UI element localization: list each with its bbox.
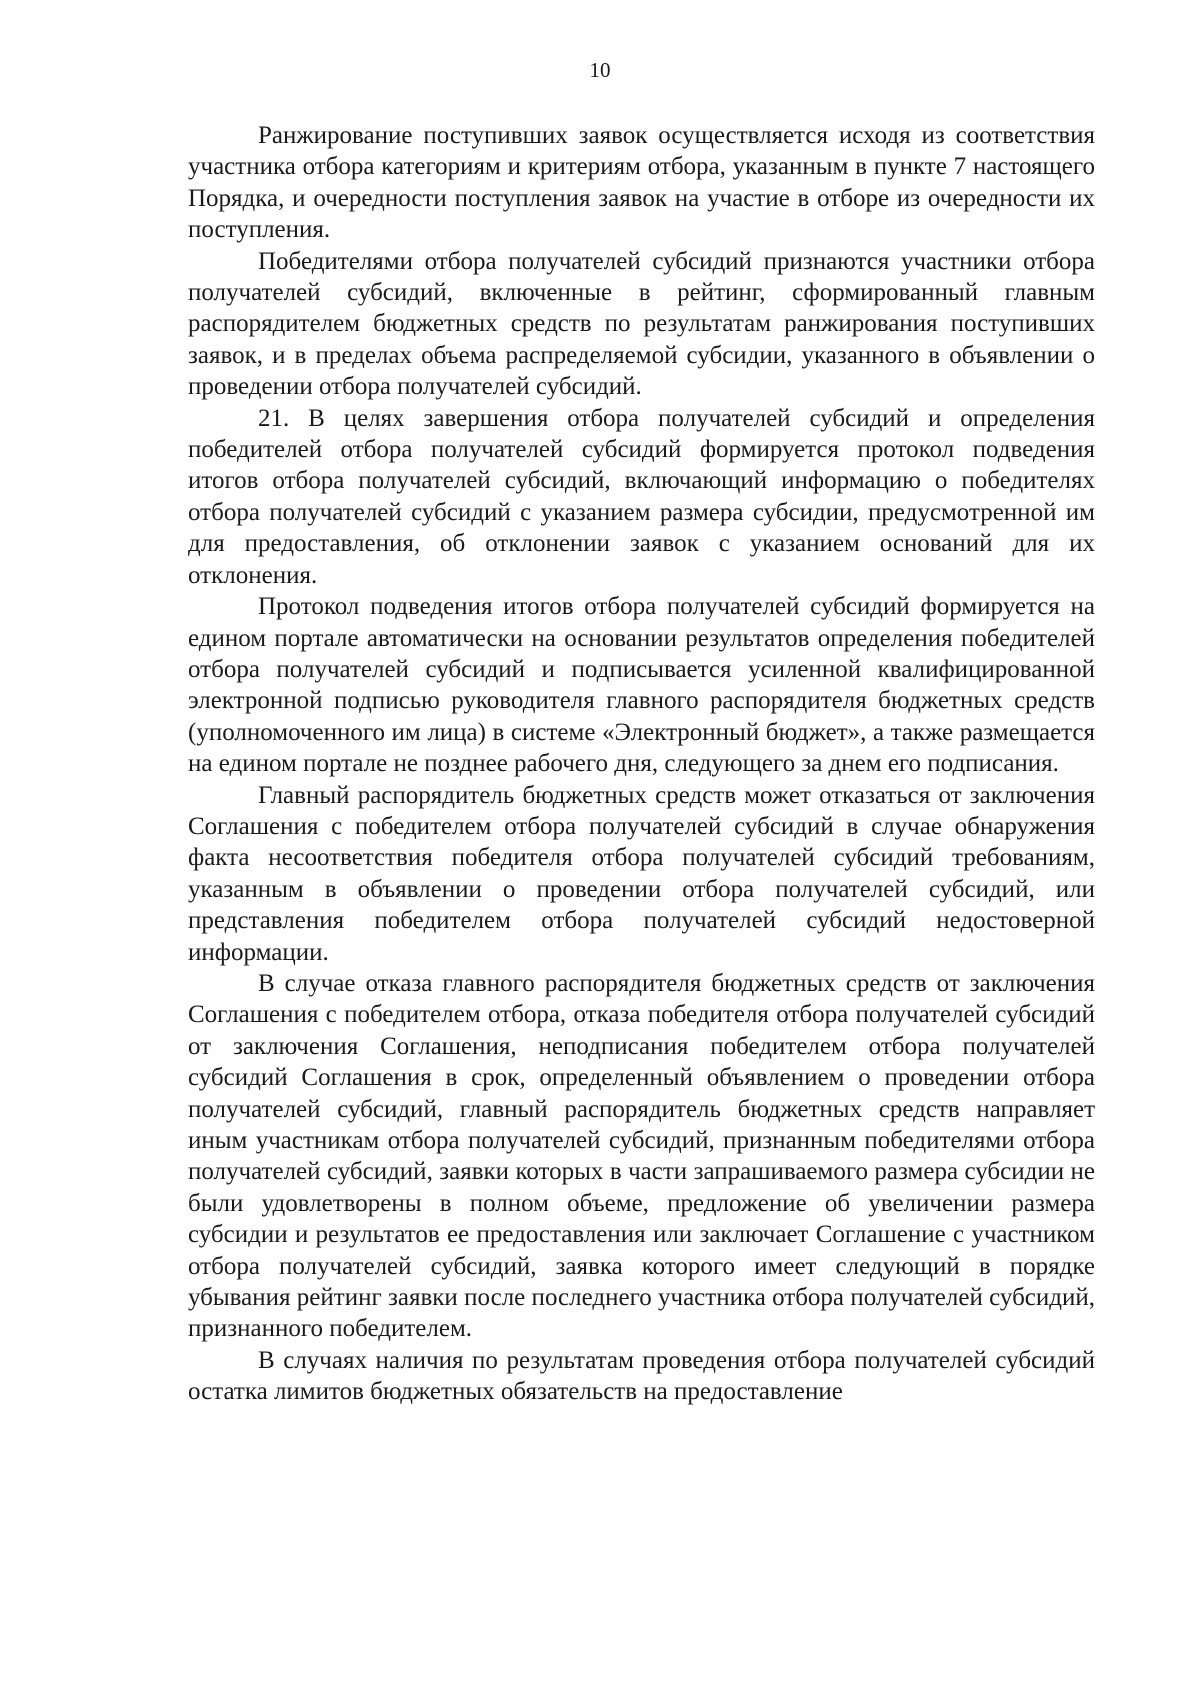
paragraph-clause-21: 21. В целях завершения отбора получателей субсидий и определения победителей отбора получателей субсидий формируется протокол подведения итогов отбора получателей субсидий, включающий информацию о победителях отбора получателей субсидий с указанием размера субсидии, предусмотренной им для предоставления, об отклонении заявок с указанием оснований для их отклонения. xyxy=(188,404,1095,589)
paragraph-winners: Победителями отбора получателей субсидий признаются участники отбора получателей субсидий, включенные в рейтинг, сформированный главным распорядителем бюджетных средств по результатам ранжирования поступивших заявок, и в пределах объема распределяемой субсидии, указанного в объявлении о проведении отбора получателей субсидий. xyxy=(188,247,1095,401)
paragraph-protocol: Протокол подведения итогов отбора получателей субсидий формируется на едином портале автоматически на основании результатов определения победителей отбора получателей субсидий и подписывается усиленной квалифицированной электронной подписью руководителя главного распорядителя бюджетных средств (уполномоченного им лица) в системе «Электронный бюджет», а также размещается на едином портале не позднее рабочего дня, следующего за днем его подписания. xyxy=(188,593,1095,778)
paragraph-remaining-limits: В случаях наличия по результатам проведения отбора получателей субсидий остатка лимитов бюджетных обязательств на предоставление xyxy=(188,1346,1095,1406)
paragraph-ranking: Ранжирование поступивших заявок осуществляется исходя из соответствия участника отбора категориям и критериям отбора, указанным в пункте 7 настоящего Порядка, и очередности поступления заявок на участие в отборе из очередности их поступления. xyxy=(188,122,1095,244)
paragraph-refusal-case: В случае отказа главного распорядителя бюджетных средств от заключения Соглашения с победителем отбора, отказа победителя отбора получателей субсидий от заключения Соглашения, неподписания победителем отбора получателей субсидий Соглашения в срок, определенный объявлением о проведении отбора получателей субсидий, главный распорядитель бюджетных средств направляет иным участникам отбора получателей субсидий, признанным победителями отбора получателей субсидий, заявки которых в части запрашиваемого размера субсидии не были удовлетворены в полном объеме, предложение об увеличении размера субсидии и результатов ее предоставления или заключает Соглашение с участником отбора получателей субсидий, заявка которого имеет следующий в порядке убывания рейтинг заявки после последнего участника отбора получателей субсидий, признанного победителем. xyxy=(188,969,1095,1343)
paragraph-refusal-right: Главный распорядитель бюджетных средств может отказаться от заключения Соглашения с победителем отбора получателей субсидий в случае обнаружения факта несоответствия победителя отбора получателей субсидий требованиям, указанным в объявлении о проведении отбора получателей субсидий, или представления победителем отбора получателей субсидий недостоверной информации. xyxy=(188,781,1095,966)
document-body xyxy=(188,120,1095,1408)
page-number: 10 xyxy=(589,58,611,82)
